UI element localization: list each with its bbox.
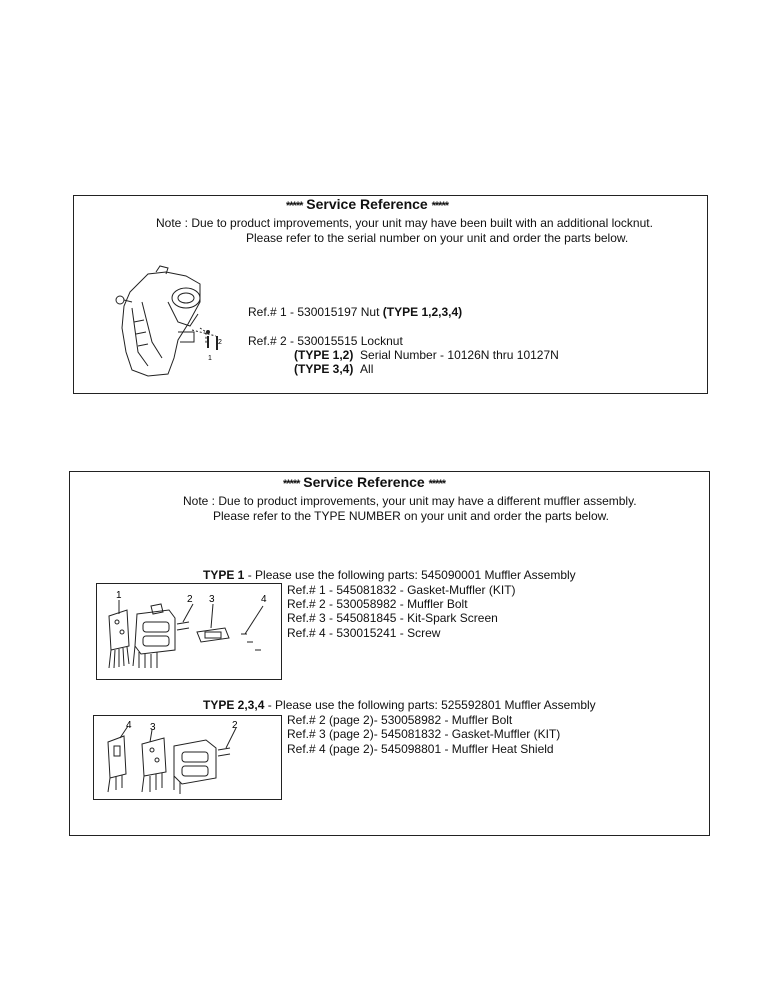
type234-text: - Please use the following parts: 525592801 Muffler Assembly [264,698,596,712]
ref2-line: Ref.# 2 - 530015515 Locknut [248,334,403,348]
t1-callout-1: 1 [116,590,122,601]
engine-locknut-figure [108,262,238,382]
callout-2: 2 [218,339,222,346]
section1-note-line2: Please refer to the serial number on your unit and order the parts below. [246,231,629,245]
type234-muffler-figure [94,716,281,799]
t1-callout-3: 3 [209,594,215,605]
type1-heading [203,568,576,582]
stars-right: ***** [431,200,449,212]
type34-text: All [360,362,374,376]
section2-note-line2: Please refer to the TYPE NUMBER on your unit and order the parts below. [213,509,609,523]
section1-note-line1: Note : Due to product improvements, your unit may have been built with an additional locknut. [156,216,653,230]
type12-text: Serial Number - 10126N thru 10127N [360,348,559,362]
t234-callout-4: 4 [126,720,132,731]
type234-ref-1: Ref.# 2 (page 2)- 530058982 - Muffler Bolt [287,713,513,727]
stars-right: ***** [428,478,446,490]
ref1-line [248,305,462,319]
callout-1: 1 [208,355,212,362]
type1-ref-2: Ref.# 2 - 530058982 - Muffler Bolt [287,597,468,611]
type234-ref-2: Ref.# 3 (page 2)- 545081832 - Gasket-Muffler (KIT) [287,727,561,741]
type1-text: - Please use the following parts: 545090001 Muffler Assembly [244,568,576,582]
t1-callout-4: 4 [261,594,267,605]
stars-left: ***** [283,478,300,490]
t1-callout-2: 2 [187,594,193,605]
section2-title: Service Reference [303,474,425,490]
t234-callout-3: 3 [150,722,156,733]
type234-label: TYPE 2,3,4 [203,698,265,712]
ref1-text: Ref.# 1 - 530015197 Nut [248,305,383,319]
type234-heading [203,698,596,712]
type34-line [294,362,373,376]
t234-callout-2: 2 [232,720,238,731]
type12-line [294,348,559,362]
type1-ref-1: Ref.# 1 - 545081832 - Gasket-Muffler (KIT) [287,583,516,597]
section1-heading [286,197,448,213]
type12-label: (TYPE 1,2) [294,348,354,362]
type1-muffler-figure [97,584,281,679]
type34-label: (TYPE 3,4) [294,362,354,376]
type1-ref-4: Ref.# 4 - 530015241 - Screw [287,626,441,640]
section2-heading [283,475,445,491]
type1-ref-3: Ref.# 3 - 545081845 - Kit-Spark Screen [287,611,498,625]
section1-title: Service Reference [306,196,428,212]
type234-ref-3: Ref.# 4 (page 2)- 545098801 - Muffler Heat Shield [287,742,554,756]
stars-left: ***** [286,200,303,212]
type1-label: TYPE 1 [203,568,245,582]
ref1-type: (TYPE 1,2,3,4) [382,305,463,319]
section2-note-line1: Note : Due to product improvements, your unit may have a different muffler assembly. [183,494,637,508]
